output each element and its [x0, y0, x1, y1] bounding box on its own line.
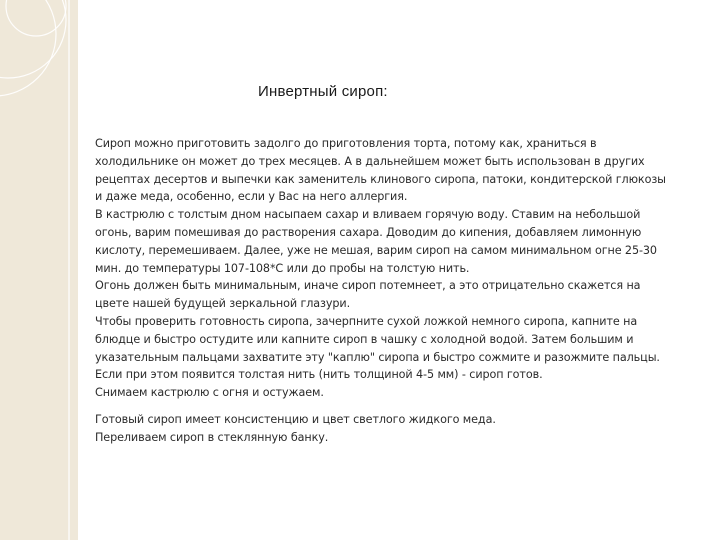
- text-line: блюдце и быстро остудите или капните сироп в чашку с холодной водой. Затем большим и: [95, 332, 634, 346]
- closing-line: Готовый сироп имеет консистенцию и цвет светлого жидкого меда.: [95, 412, 496, 426]
- page-title: Инвертный сироп:: [258, 83, 388, 100]
- text-line: Сироп можно приготовить задолго до приготовления торта, потому как, храниться в: [95, 137, 597, 150]
- text-line: указательным пальцами захватите эту "каплю" сиропа и быстро сожмите и разожмите пальцы.: [95, 350, 660, 364]
- text-line: цвете нашей будущей зеркальной глазури.: [95, 297, 351, 311]
- text-line: Снимаем кастрюлю с огня и остужаем.: [95, 386, 324, 400]
- text-line: холодильнике он может до трех месяцев. А в дальнейшем может быть использован в других: [95, 154, 645, 168]
- text-line: мин. до температуры 107-108*С или до пробы на толстую нить.: [95, 261, 470, 275]
- text-line: Если при этом появится толстая нить (нить толщиной 4-5 мм) - сироп готов.: [95, 368, 543, 382]
- text-line: огонь, варим помешивая до растворения сахара. Доводим до кипения, добавляем лимонную: [95, 225, 642, 239]
- decorative-circles-graphic: [0, 0, 78, 540]
- paragraph-gap: [95, 402, 685, 411]
- text-line: В кастрюлю с толстым дном насыпаем сахар и вливаем горячую воду. Ставим на небольшой: [95, 208, 641, 222]
- body-text: [95, 135, 685, 447]
- text-line: Огонь должен быть минимальным, иначе сироп потемнеет, а это отрицательно скажется на: [95, 279, 641, 293]
- text-line: рецептах десертов и выпечки как заменитель клинового сиропа, патоки, кондитерской глюкозы: [95, 172, 666, 186]
- text-line: кислоту, перемешиваем. Далее, уже не мешая, варим сироп на самом минимальном огне 25-30: [95, 243, 657, 257]
- decorative-side-band: [0, 0, 78, 540]
- text-line: и даже меда, особенно, если у Вас на него аллергия.: [95, 190, 408, 204]
- closing-line: Переливаем сироп в стеклянную банку.: [95, 430, 329, 444]
- text-line: Чтобы проверить готовность сиропа, зачерпните сухой ложкой немного сиропа, капните на: [95, 314, 638, 328]
